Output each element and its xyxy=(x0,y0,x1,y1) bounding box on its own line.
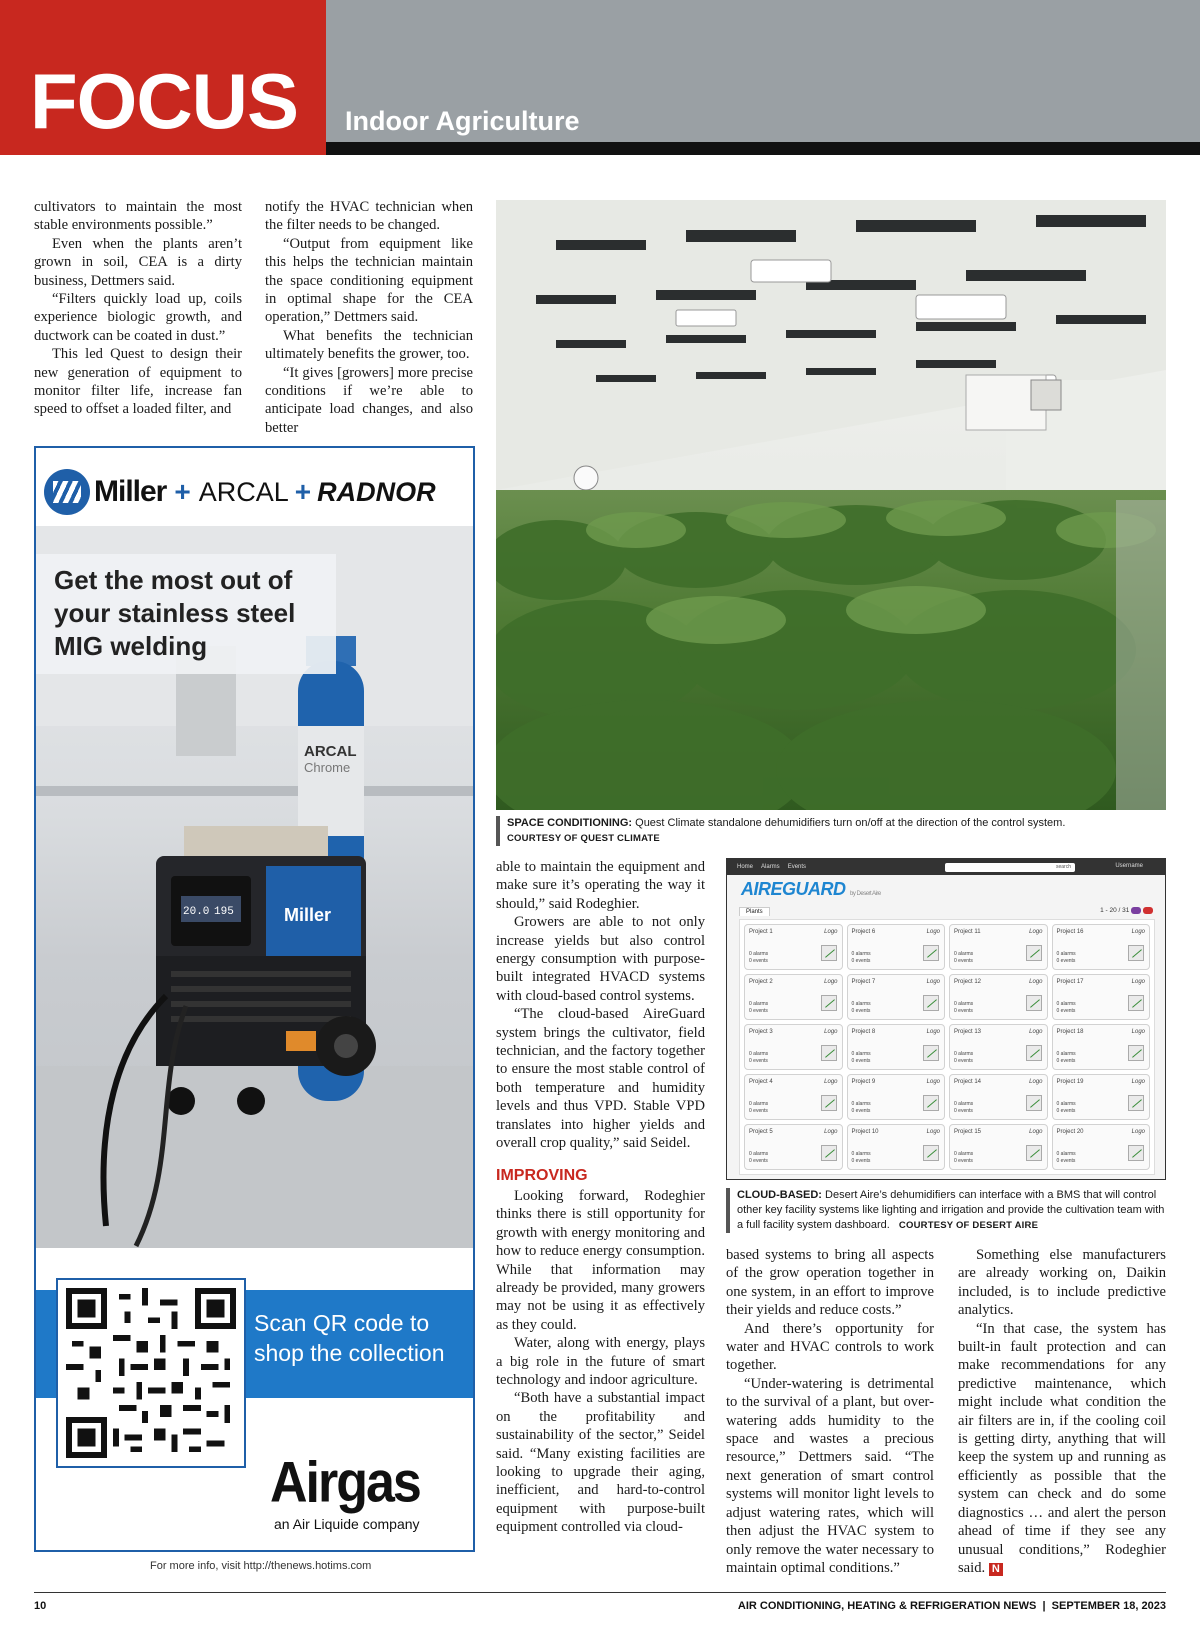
project-card xyxy=(847,924,946,970)
graph-icon xyxy=(1026,1145,1042,1161)
project-card xyxy=(847,974,946,1020)
project-card xyxy=(1052,1024,1151,1070)
project-events: 0 events xyxy=(851,1158,871,1164)
project-logo: Logo xyxy=(1131,979,1145,985)
dashboard-search: search xyxy=(945,863,1075,872)
project-card xyxy=(949,1024,1048,1070)
project-logo: Logo xyxy=(1131,929,1145,935)
project-alarms: 0 alarms xyxy=(1056,1001,1076,1007)
project-events: 0 events xyxy=(749,958,768,964)
grow-room-illustration xyxy=(496,200,1166,810)
graph-icon xyxy=(1026,1045,1042,1061)
project-events: 0 events xyxy=(851,958,871,964)
project-logo: Logo xyxy=(1029,979,1043,985)
paragraph: “Both have a substantial impact on the profitability and sustainability of the sector,” Seidel said. “Many existing facilities are looking to upgrade their aging, inefficient, and hard-to-control equipment with purpose-built equipment controlled via cloud- xyxy=(496,1390,705,1536)
graph-icon xyxy=(821,1145,837,1161)
project-name: Project 2 xyxy=(749,979,773,985)
graph-icon xyxy=(923,995,939,1011)
paragraph: Something else manufacturers are already working on, Daikin included, is to include predictive analytics. xyxy=(958,1247,1166,1319)
project-events: 0 events xyxy=(954,1058,973,1064)
project-alarms: 0 alarms xyxy=(1056,1101,1076,1107)
project-name: Project 14 xyxy=(954,1079,982,1085)
project-events: 0 events xyxy=(1056,1008,1076,1014)
cylinder-sub: Chrome xyxy=(304,760,351,775)
graph-icon xyxy=(923,1045,939,1061)
graph-icon xyxy=(1026,945,1042,961)
project-logo: Logo xyxy=(926,979,940,985)
machine-brand: Miller xyxy=(284,905,332,925)
project-logo: Logo xyxy=(824,1029,838,1035)
project-card xyxy=(744,924,843,970)
project-name: Project 20 xyxy=(1056,1129,1084,1135)
project-name: Project 11 xyxy=(954,929,981,935)
dashboard-nav xyxy=(727,859,1165,875)
graph-icon xyxy=(1026,1095,1042,1111)
page-number: 10 xyxy=(34,1600,47,1612)
project-logo: Logo xyxy=(824,1129,838,1135)
project-alarms: 0 alarms xyxy=(954,1051,974,1057)
graph-icon xyxy=(821,1045,837,1061)
aireguard-dashboard-screenshot xyxy=(726,858,1166,1180)
brand-arcal: ARCAL xyxy=(198,476,289,507)
paragraph: “Filters quickly load up, coils experience biologic growth, and ductwork can be coated in dust.” xyxy=(34,291,242,344)
display-left: 20.0 xyxy=(183,906,210,918)
project-alarms: 0 alarms xyxy=(1056,1051,1076,1057)
nav-events: Events xyxy=(787,864,807,870)
article-column-3-bottom xyxy=(726,1246,934,1577)
project-card xyxy=(949,1074,1048,1120)
project-name: Project 13 xyxy=(954,1029,982,1035)
project-name: Project 7 xyxy=(851,979,876,985)
project-logo: Logo xyxy=(1131,1129,1145,1135)
project-events: 0 events xyxy=(1056,1158,1076,1164)
paragraph: “It gives [growers] more precise conditions if we’re able to anticipate load changes, and also better xyxy=(265,364,473,436)
paragraph: This led Quest to design their new generation of equipment to monitor filter life, increase fan speed to offset a loaded filter, and xyxy=(34,346,242,418)
end-mark-icon: N xyxy=(989,1563,1003,1576)
graph-icon xyxy=(1128,1045,1144,1061)
project-alarms: 0 alarms xyxy=(954,1001,974,1007)
project-logo: Logo xyxy=(926,1129,940,1135)
paragraph: “Output from equipment like this helps the technician maintain the space conditioning equipment in optimal shape for the CEA operation,” Dettmers said. xyxy=(265,235,473,326)
project-name: Project 19 xyxy=(1056,1079,1084,1085)
graph-icon xyxy=(1128,995,1144,1011)
dashboard-pagination: 1 - 20 / 31 xyxy=(1100,907,1153,914)
project-alarms: 0 alarms xyxy=(954,1151,974,1157)
graph-icon xyxy=(1128,1095,1144,1111)
graph-icon xyxy=(923,945,939,961)
project-events: 0 events xyxy=(1056,1108,1076,1114)
project-alarms: 0 alarms xyxy=(851,1101,871,1107)
paragraph: based systems to bring all aspects of the grow operation together in one system, in an effort to improve their yields and reduce costs.” xyxy=(726,1247,934,1319)
project-logo: Logo xyxy=(1131,1079,1145,1085)
project-alarms: 0 alarms xyxy=(954,951,974,957)
brand-miller: Miller xyxy=(94,475,167,508)
project-name: Project 4 xyxy=(749,1079,773,1085)
project-alarms: 0 alarms xyxy=(954,1101,974,1107)
project-name: Project 10 xyxy=(851,1129,879,1135)
project-logo: Logo xyxy=(926,1029,940,1035)
project-logo: Logo xyxy=(824,1079,838,1085)
project-alarms: 0 alarms xyxy=(1056,1151,1076,1157)
project-alarms: 0 alarms xyxy=(749,1151,769,1157)
project-events: 0 events xyxy=(1056,1058,1076,1064)
paragraph: “The cloud-based AireGuard system brings the cultivator, field technician, and the factory together to ensure the most stable control of both temperature and humidity levels and thus VPD. Stable VPD translates into higher yields and overall crop quality,” said Seidel. xyxy=(496,1006,705,1152)
project-logo: Logo xyxy=(1029,1029,1043,1035)
project-logo: Logo xyxy=(1131,1029,1145,1035)
article-column-2-top xyxy=(265,198,473,437)
project-card xyxy=(949,924,1048,970)
project-events: 0 events xyxy=(851,1058,871,1064)
caption-text: Desert Aire’s dehumidifiers can interface with a BMS that will control other key facility systems like lighting and irrigation and provide the cultivation team with a full facility system dashboard. xyxy=(737,1189,1165,1231)
graph-icon xyxy=(821,945,837,961)
project-card xyxy=(847,1074,946,1120)
section-title: Indoor Agriculture xyxy=(345,106,580,136)
project-name: Project 17 xyxy=(1056,979,1084,985)
ad-brand-logos xyxy=(44,466,464,518)
project-logo: Logo xyxy=(926,1079,940,1085)
project-card xyxy=(744,1124,843,1170)
project-card xyxy=(1052,924,1151,970)
graph-icon xyxy=(821,995,837,1011)
project-name: Project 15 xyxy=(954,1129,982,1135)
brand-plus: + xyxy=(174,476,191,507)
airgas-advertisement[interactable] xyxy=(34,446,475,1552)
project-alarms: 0 alarms xyxy=(851,1051,871,1057)
ad-scan-text: Scan QR code to shop the collection xyxy=(254,1310,445,1366)
project-logo: Logo xyxy=(1029,929,1043,935)
project-name: Project 8 xyxy=(851,1029,876,1035)
paragraph: cultivators to maintain the most stable environments possible.” xyxy=(34,199,242,234)
photo-caption xyxy=(496,816,1166,846)
graph-icon xyxy=(923,1095,939,1111)
project-logo: Logo xyxy=(1029,1079,1043,1085)
paragraph: able to maintain the equipment and make sure it’s operating the way it should,” said Rodeghier. xyxy=(496,859,705,912)
footer-rule xyxy=(34,1592,1166,1593)
paragraph: Looking forward, Rodeghier thinks there is still opportunity for growth with energy monitoring and how to reduce energy consumption. While that information may already be provided, many growers may not be using it as effectively as they could. xyxy=(496,1187,705,1333)
paragraph: “Under-watering is detrimental to the survival of a plant, but over-watering adds humidity to the space and wastes a precious resource,” Dettmers said. “The next generation of smart control systems will monitor light levels to adjust watering rates, which will then adjust the HVAC system to only remove the water necessary to maintain optimal conditions.” xyxy=(726,1375,934,1576)
project-card xyxy=(744,1074,843,1120)
qr-code-icon[interactable] xyxy=(56,1278,246,1468)
nav-home: Home xyxy=(737,864,754,870)
project-alarms: 0 alarms xyxy=(851,951,871,957)
project-events: 0 events xyxy=(749,1058,768,1064)
project-card xyxy=(847,1124,946,1170)
project-grid xyxy=(739,919,1155,1175)
cylinder-label: ARCAL xyxy=(304,743,357,760)
ad-product-scene xyxy=(36,526,473,1248)
project-events: 0 events xyxy=(749,1158,768,1164)
brand-plus-2: + xyxy=(294,476,312,507)
project-card xyxy=(744,1024,843,1070)
ad-more-info-link[interactable]: For more info, visit http://thenews.hotims.com xyxy=(150,1560,372,1572)
header-black-bar xyxy=(326,142,1200,155)
subhead-improving: IMPROVING xyxy=(496,1166,588,1184)
project-logo: Logo xyxy=(824,979,838,985)
project-card xyxy=(847,1024,946,1070)
project-events: 0 events xyxy=(954,1108,973,1114)
footer-publication: AIR CONDITIONING, HEATING & REFRIGERATION NEWS | SEPTEMBER 18, 2023 xyxy=(737,1600,1166,1612)
caption-credit: COURTESY OF DESERT AIRE xyxy=(898,1220,1039,1231)
graph-icon xyxy=(1026,995,1042,1011)
project-name: Project 6 xyxy=(851,929,876,935)
paragraph: Even when the plants aren’t grown in soil, CEA is a dirty business, Dettmers said. xyxy=(34,235,242,289)
project-events: 0 events xyxy=(749,1108,768,1114)
display-right: 195 xyxy=(214,906,234,918)
nav-alarms: Alarms xyxy=(761,864,780,870)
project-events: 0 events xyxy=(851,1108,871,1114)
graph-icon xyxy=(1128,1145,1144,1161)
article-column-mid xyxy=(496,858,705,1537)
caption-label: CLOUD-BASED: xyxy=(737,1189,822,1201)
qr-code-graphic xyxy=(66,1288,236,1458)
project-name: Project 3 xyxy=(749,1029,773,1035)
project-events: 0 events xyxy=(954,958,973,964)
graph-icon xyxy=(923,1145,939,1161)
paragraph: Water, along with energy, plays a big role in the future of smart technology and indoor agriculture. xyxy=(496,1335,705,1388)
grow-room-photo xyxy=(496,200,1166,810)
project-events: 0 events xyxy=(954,1008,973,1014)
brand-radnor: RADNOR xyxy=(317,476,436,507)
project-alarms: 0 alarms xyxy=(851,1001,871,1007)
project-name: Project 12 xyxy=(954,979,982,985)
article-column-1-top xyxy=(34,198,242,419)
project-logo: Logo xyxy=(1029,1129,1043,1135)
aireguard-logo: AIREGUARD by Desert Aire xyxy=(741,879,881,899)
project-events: 0 events xyxy=(851,1008,871,1014)
graph-icon xyxy=(821,1095,837,1111)
caption-credit: COURTESY OF QUEST CLIMATE xyxy=(507,833,660,844)
paragraph: notify the HVAC technician when the filter needs to be changed. xyxy=(265,199,473,234)
paragraph: And there’s opportunity for water and HVAC controls to work together. xyxy=(726,1320,934,1374)
airliquide-tagline: an Air Liquide company xyxy=(274,1516,420,1532)
project-events: 0 events xyxy=(954,1158,973,1164)
project-events: 0 events xyxy=(1056,958,1076,964)
project-card xyxy=(1052,1074,1151,1120)
project-name: Project 9 xyxy=(851,1079,876,1085)
project-logo: Logo xyxy=(926,929,940,935)
paragraph: “In that case, the system has built-in fault protection and can make recommendations for any predictive maintenance, which might include what condition the air filters are in, if the cooling coil is getting dirty, anything that will keep the system up and running as efficiently as possible that the system can check and do some diagnostics … and alert the person ahead of time if they see any unusual conditions,” Rodeghier said. N xyxy=(958,1320,1166,1576)
project-name: Project 5 xyxy=(749,1129,773,1135)
project-alarms: 0 alarms xyxy=(749,1051,769,1057)
project-alarms: 0 alarms xyxy=(749,1001,769,1007)
focus-label: FOCUS xyxy=(30,57,298,145)
project-card xyxy=(1052,1124,1151,1170)
project-alarms: 0 alarms xyxy=(851,1151,871,1157)
project-card xyxy=(949,974,1048,1020)
project-card xyxy=(744,974,843,1020)
caption-label: SPACE CONDITIONING: xyxy=(507,817,633,829)
project-name: Project 16 xyxy=(1056,929,1084,935)
paragraph: Growers are able to not only increase yields but also control energy consumption with purpose-built integrated HVACD systems with cloud-based control systems. xyxy=(496,914,705,1004)
project-alarms: 0 alarms xyxy=(749,951,769,957)
project-logo: Logo xyxy=(824,929,838,935)
project-name: Project 18 xyxy=(1056,1029,1084,1035)
dashboard-caption xyxy=(726,1188,1166,1233)
dashboard-user: Username xyxy=(1115,863,1143,869)
project-name: Project 1 xyxy=(749,929,773,935)
project-card xyxy=(949,1124,1048,1170)
project-events: 0 events xyxy=(749,1008,768,1014)
project-card xyxy=(1052,974,1151,1020)
article-column-4-bottom xyxy=(958,1246,1166,1577)
miller-logo-icon xyxy=(44,469,90,515)
paragraph: What benefits the technician ultimately benefits the grower, too. xyxy=(265,327,473,363)
airgas-logo: Airgas xyxy=(270,1451,420,1515)
project-alarms: 0 alarms xyxy=(1056,951,1076,957)
ad-headline: Get the most out of your stainless steel MIG welding xyxy=(36,554,336,674)
caption-text: Quest Climate standalone dehumidifiers turn on/off at the direction of the control system. xyxy=(632,817,1066,829)
dashboard-tab-plants: Plants xyxy=(739,907,770,916)
project-alarms: 0 alarms xyxy=(749,1101,769,1107)
graph-icon xyxy=(1128,945,1144,961)
